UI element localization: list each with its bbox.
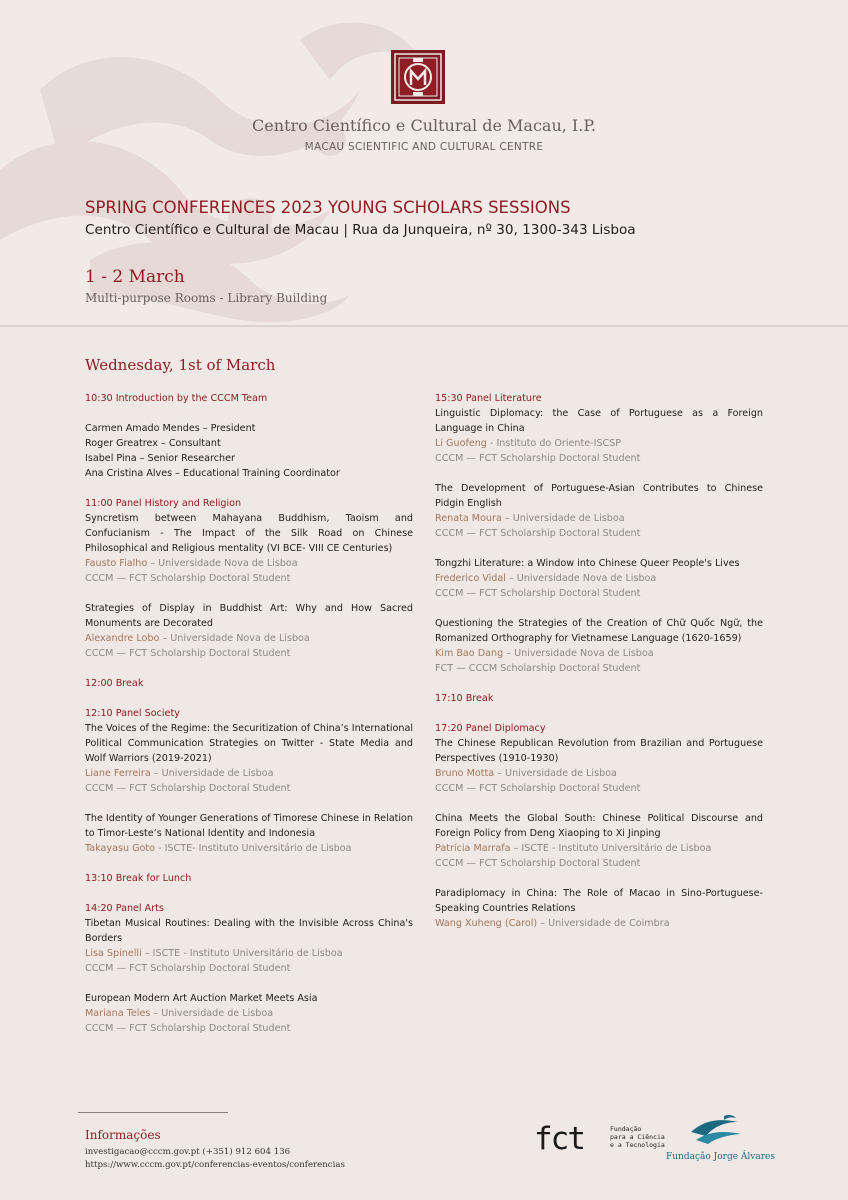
talk-funding: CCCM — FCT Scholarship Doctoral Student bbox=[435, 858, 641, 869]
panel-name: Panel Literature bbox=[465, 393, 542, 404]
session-header bbox=[435, 721, 763, 736]
talk-funding: CCCM — FCT Scholarship Doctoral Student bbox=[85, 783, 291, 794]
talk-speaker bbox=[435, 511, 763, 526]
session-header bbox=[85, 496, 413, 511]
talk-title: The Identity of Younger Generations of Timorese Chinese in Relation to Timor-Leste’s National Identity and Indonesia bbox=[85, 813, 413, 839]
session-header bbox=[85, 391, 413, 406]
talk-block bbox=[85, 991, 413, 1036]
talk-funding: CCCM — FCT Scholarship Doctoral Student bbox=[435, 453, 641, 464]
talk-speaker bbox=[85, 946, 413, 961]
talk-title: Tongzhi Literature: a Window into Chinese Queer People's Lives bbox=[435, 558, 740, 569]
spacer bbox=[85, 406, 413, 421]
break-label: Break for Lunch bbox=[115, 873, 192, 884]
talk-block bbox=[435, 556, 763, 601]
session-header bbox=[435, 391, 763, 406]
speaker-name: Frederico Vidal bbox=[435, 573, 506, 584]
talk-speaker bbox=[85, 1006, 413, 1021]
speaker-name: Wang Xuheng (Carol) bbox=[435, 918, 538, 929]
panel-name: Panel Society bbox=[115, 708, 180, 719]
team-member: Carmen Amado Mendes – President bbox=[85, 423, 256, 434]
break-label: Break bbox=[465, 693, 494, 704]
session-header bbox=[85, 871, 413, 886]
talk-funding: CCCM — FCT Scholarship Doctoral Student bbox=[85, 573, 291, 584]
panel-name: Panel Diplomacy bbox=[465, 723, 546, 734]
speaker-name: Renata Moura bbox=[435, 513, 502, 524]
fct-mark: fct bbox=[534, 1121, 584, 1157]
cccm-logo-icon bbox=[391, 50, 445, 104]
session-time: 11:00 bbox=[85, 498, 113, 509]
speaker-name: Liane Ferreira bbox=[85, 768, 151, 779]
talk-title: The Chinese Republican Revolution from Brazilian and Portuguese Perspectives (1910-1930) bbox=[435, 738, 763, 764]
talk-block bbox=[435, 811, 763, 871]
talk-funding: CCCM — FCT Scholarship Doctoral Student bbox=[435, 588, 641, 599]
speaker-name: Fausto Fialho bbox=[85, 558, 148, 569]
session-break bbox=[435, 691, 763, 706]
session-time: 15:30 bbox=[435, 393, 463, 404]
panel-name: Panel History and Religion bbox=[115, 498, 242, 509]
session-time: 14:20 bbox=[85, 903, 113, 914]
speaker-institution: – Universidade de Lisboa bbox=[150, 1008, 274, 1019]
panel-name: Panel Arts bbox=[115, 903, 164, 914]
speaker-name: Bruno Motta bbox=[435, 768, 495, 779]
talk-speaker bbox=[435, 571, 763, 586]
event-rooms: Multi-purpose Rooms - Library Building bbox=[85, 291, 328, 305]
fja-name: Fundação Jorge Álvares bbox=[666, 1152, 776, 1162]
talk-title: Paradiplomacy in China: The Role of Macao in Sino-Portuguese-Speaking Countries Relations bbox=[435, 888, 763, 914]
talk-title: Linguistic Diplomacy: the Case of Portuguese as a Foreign Language in China bbox=[435, 408, 763, 434]
talk-speaker bbox=[85, 556, 413, 571]
fct-logo bbox=[534, 1121, 665, 1157]
session-time: 10:30 bbox=[85, 393, 113, 404]
talk-title: Syncretism between Mahayana Buddhism, Taoism and Confucianism - The Impact of the Silk Road on Chinese Philosophical and Religious mentality (VI BCE- VIII CE Centuries) bbox=[85, 513, 413, 554]
speaker-name: Lisa Spinelli bbox=[85, 948, 142, 959]
talk-block bbox=[435, 616, 763, 676]
talk-title: China Meets the Global South: Chinese Political Discourse and Foreign Policy from Deng Xiaoping to Xi Jinping bbox=[435, 813, 763, 839]
talk-block bbox=[435, 481, 763, 541]
talk-speaker bbox=[85, 766, 413, 781]
talk-funding: CCCM — FCT Scholarship Doctoral Student bbox=[435, 783, 641, 794]
speaker-name: Patrícia Marrafa bbox=[435, 843, 511, 854]
fja-logo bbox=[666, 1114, 776, 1162]
break-label: Break bbox=[115, 678, 144, 689]
speaker-institution: – Universidade Nova de Lisboa bbox=[159, 633, 310, 644]
session-time: 12:00 bbox=[85, 678, 113, 689]
speaker-name: Alexandre Lobo bbox=[85, 633, 160, 644]
talk-title: Tibetan Musical Routines: Dealing with the Invisible Across China's Borders bbox=[85, 918, 413, 944]
event-dates: 1 - 2 March bbox=[85, 267, 185, 287]
speaker-name: Mariana Teles bbox=[85, 1008, 151, 1019]
talk-speaker bbox=[435, 646, 763, 661]
team-member: Roger Greatrex – Consultant bbox=[85, 438, 221, 449]
talk-title: Questioning the Strategies of the Creation of Chữ Quốc Ngữ, the Romanized Orthography for Vietnamese Language (1620-1659) bbox=[435, 618, 763, 644]
talk-funding: FCT — CCCM Scholarship Doctoral Student bbox=[435, 663, 641, 674]
session-time: 13:10 bbox=[85, 873, 113, 884]
talk-title: The Voices of the Regime: the Securitization of China’s International Political Communication Strategies on Twitter - State Media and Wolf Warriors (2019-2021) bbox=[85, 723, 413, 764]
talk-funding: CCCM — FCT Scholarship Doctoral Student bbox=[85, 648, 291, 659]
talk-title: The Development of Portuguese-Asian Contributes to Chinese Pidgin English bbox=[435, 483, 763, 509]
talk-speaker bbox=[85, 841, 413, 856]
session-header bbox=[85, 901, 413, 916]
team-member: Isabel Pina – Senior Researcher bbox=[85, 453, 235, 464]
contact-info[interactable]: investigacao@cccm.gov.pt (+351) 912 604 136 bbox=[85, 1147, 291, 1157]
session-time: 17:20 bbox=[435, 723, 463, 734]
session-arts bbox=[85, 901, 413, 976]
talk-speaker bbox=[435, 766, 763, 781]
event-venue: Centro Científico e Cultural de Macau | Rua da Junqueira, nº 30, 1300-343 Lisboa bbox=[85, 222, 636, 238]
schedule-left-column bbox=[85, 391, 413, 1051]
talk-block bbox=[85, 601, 413, 661]
speaker-name: Kim Bao Dang bbox=[435, 648, 504, 659]
fct-name-line: Fundação bbox=[610, 1125, 642, 1133]
institution-name-en: MACAU SCIENTIFIC AND CULTURAL CENTRE bbox=[304, 141, 544, 153]
speaker-institution: – Universidade Nova de Lisboa bbox=[503, 648, 654, 659]
speaker-name: Li Guofeng bbox=[435, 438, 487, 449]
session-break bbox=[85, 676, 413, 691]
talk-speaker bbox=[435, 841, 763, 856]
team-member: Ana Cristina Alves – Educational Training Coordinator bbox=[85, 468, 340, 479]
footer-divider bbox=[78, 1112, 228, 1113]
speaker-institution: – Universidade Nova de Lisboa bbox=[505, 573, 657, 584]
talk-block bbox=[435, 886, 763, 931]
talk-block bbox=[85, 811, 413, 856]
talk-speaker bbox=[435, 916, 763, 931]
info-heading: Informações bbox=[85, 1128, 161, 1142]
session-header bbox=[435, 691, 763, 706]
speaker-institution: – Universidade Nova de Lisboa bbox=[147, 558, 298, 569]
talk-funding: CCCM — FCT Scholarship Doctoral Student bbox=[85, 963, 291, 974]
event-title: SPRING CONFERENCES 2023 YOUNG SCHOLARS SESSIONS bbox=[85, 198, 571, 217]
talk-funding: CCCM — FCT Scholarship Doctoral Student bbox=[435, 528, 641, 539]
session-title: Introduction by the CCCM Team bbox=[115, 393, 268, 404]
website-link[interactable]: https://www.cccm.gov.pt/conferencias-eventos/conferencias bbox=[85, 1160, 345, 1170]
session-history-religion bbox=[85, 496, 413, 586]
talk-title: Strategies of Display in Buddhist Art: Why and How Sacred Monuments are Decorated bbox=[85, 603, 413, 629]
session-header bbox=[85, 706, 413, 721]
speaker-institution: – ISCTE - Instituto Universitário de Lisboa bbox=[141, 948, 343, 959]
day-heading: Wednesday, 1st of March bbox=[85, 356, 276, 374]
speaker-institution: – Universidade de Lisboa bbox=[150, 768, 274, 779]
talk-funding: CCCM — FCT Scholarship Doctoral Student bbox=[85, 1023, 291, 1034]
session-time: 12:10 bbox=[85, 708, 113, 719]
session-diplomacy bbox=[435, 721, 763, 796]
session-introduction bbox=[85, 391, 413, 481]
schedule-right-column bbox=[435, 391, 763, 946]
header-divider bbox=[0, 325, 848, 327]
fct-name-line: para a Ciência bbox=[610, 1133, 665, 1141]
session-society bbox=[85, 706, 413, 796]
session-literature bbox=[435, 391, 763, 466]
institution-name: Centro Científico e Cultural de Macau, I.P. bbox=[252, 116, 596, 135]
session-lunch bbox=[85, 871, 413, 886]
speaker-institution: – Universidade de Lisboa bbox=[494, 768, 617, 779]
speaker-institution: - Instituto do Oriente-ISCSP bbox=[486, 438, 622, 449]
talk-title: European Modern Art Auction Market Meets Asia bbox=[85, 993, 318, 1004]
speaker-institution: – Universidade de Lisboa bbox=[501, 513, 625, 524]
speaker-institution: – Universidade de Coimbra bbox=[537, 918, 670, 929]
fct-name-line: e a Tecnologia bbox=[610, 1141, 665, 1149]
talk-speaker bbox=[85, 631, 413, 646]
speaker-institution: - ISCTE- Instituto Universitário de Lisboa bbox=[155, 843, 352, 854]
talk-speaker bbox=[435, 436, 763, 451]
wave-icon bbox=[686, 1114, 746, 1148]
speaker-institution: – ISCTE - Instituto Universitário de Lisboa bbox=[510, 843, 712, 854]
session-header bbox=[85, 676, 413, 691]
speaker-name: Takayasu Goto bbox=[85, 843, 156, 854]
session-time: 17:10 bbox=[435, 693, 463, 704]
